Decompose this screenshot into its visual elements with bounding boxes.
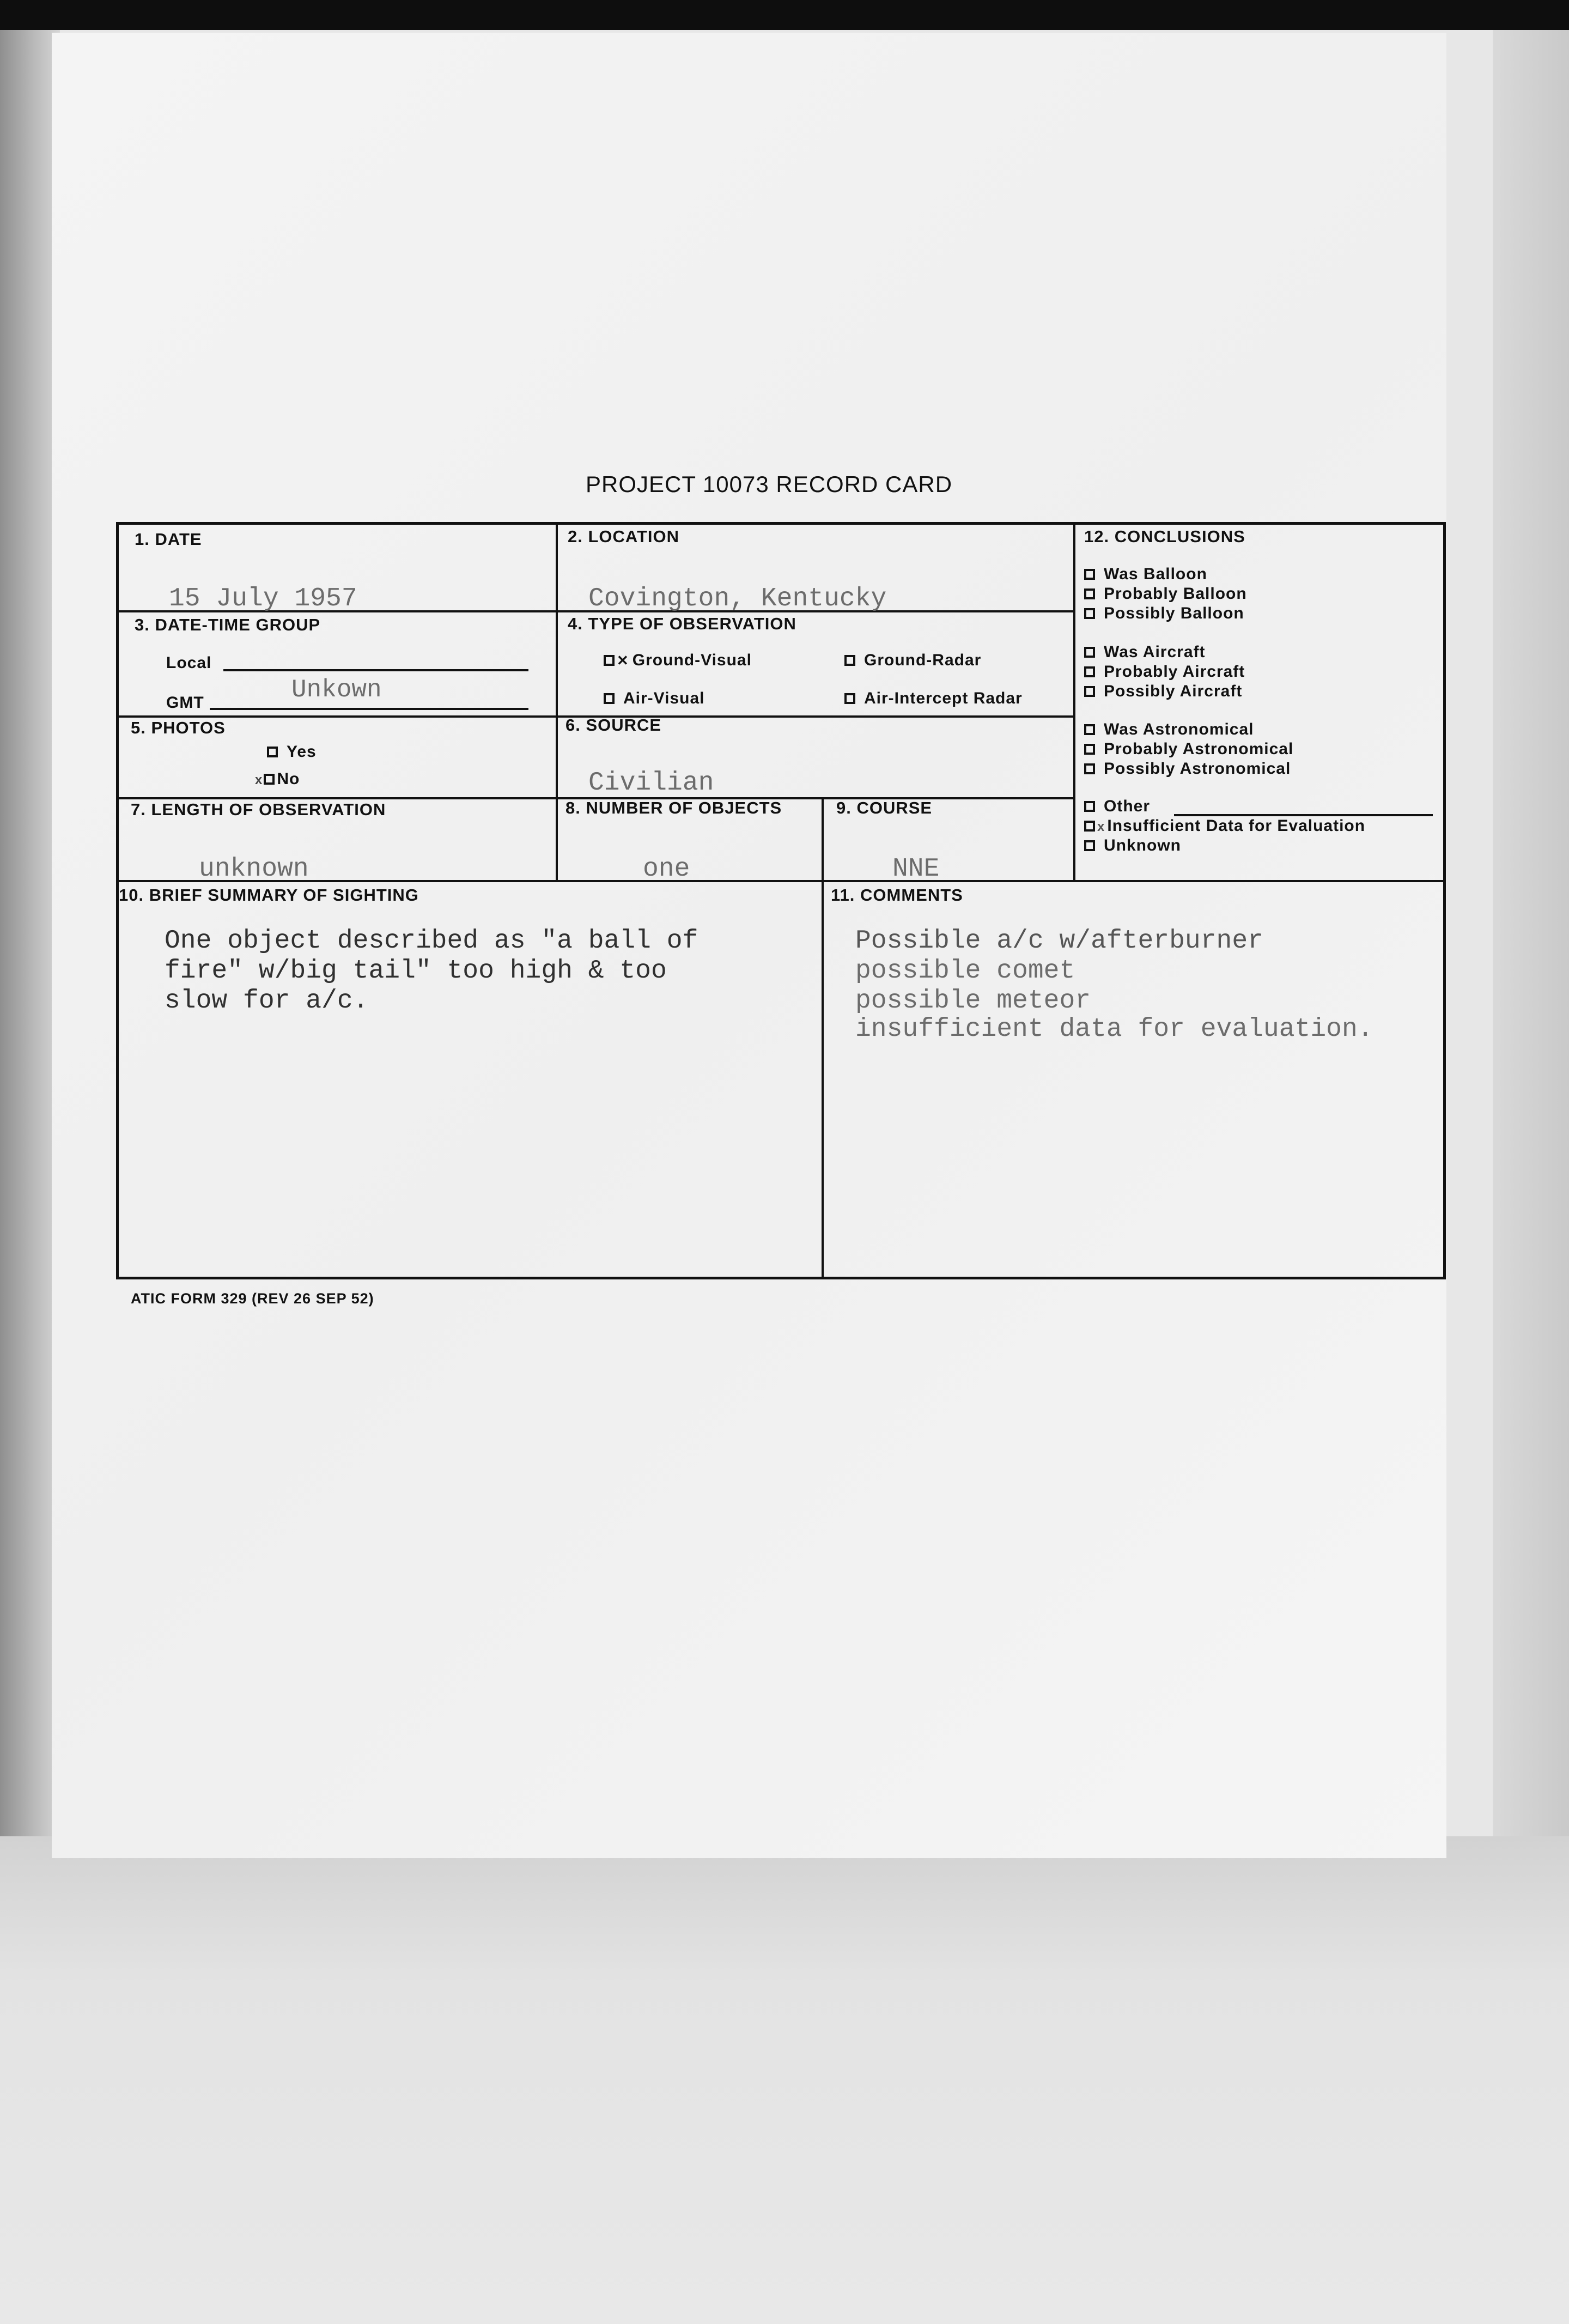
form-number: ATIC FORM 329 (REV 26 SEP 52): [131, 1290, 374, 1307]
number-of-objects-value: one: [643, 854, 690, 884]
air-visual-option: [604, 689, 705, 708]
checkbox-checked-icon: [264, 774, 275, 785]
conclusion-item: Probably Balloon: [1084, 585, 1247, 603]
conclusion-item: Probably Aircraft: [1084, 663, 1245, 681]
air-visual-label: Air-Visual: [623, 689, 705, 707]
card-title: PROJECT 10073 RECORD CARD: [586, 471, 953, 497]
checkbox-icon: [1084, 569, 1095, 580]
photos-label: 5. PHOTOS: [131, 718, 226, 737]
film-edge-top: [0, 0, 1569, 30]
air-intercept-label: Air-Intercept Radar: [864, 689, 1023, 707]
gmt-value: Unkown: [291, 676, 382, 704]
checkbox-icon: [1084, 744, 1095, 755]
checkbox-icon: [1084, 763, 1095, 774]
conclusion-item: Possibly Balloon: [1084, 604, 1244, 623]
gmt-label: GMT: [166, 694, 204, 712]
film-shadow-right: [1493, 30, 1569, 1894]
photos-no-option: x No: [255, 770, 300, 788]
source-label: 6. SOURCE: [565, 715, 662, 735]
film-shadow-left: [0, 30, 60, 1839]
summary-label: 10. BRIEF SUMMARY OF SIGHTING: [119, 885, 419, 905]
checkbox-icon: [844, 655, 855, 666]
dtg-label: 3. DATE-TIME GROUP: [135, 615, 321, 634]
checkbox-icon: [1084, 686, 1095, 697]
air-intercept-option: [844, 689, 1023, 708]
checkbox-icon: [1084, 724, 1095, 735]
divider: [822, 798, 824, 1278]
comments-label: 11. COMMENTS: [831, 885, 963, 905]
checkbox-icon: [1084, 666, 1095, 677]
conclusion-item: Other: [1084, 797, 1150, 816]
local-label: Local: [166, 654, 212, 672]
divider: [1073, 522, 1075, 882]
ground-visual-option: ✕ Ground-Visual: [604, 651, 752, 670]
ground-visual-label: Ground-Visual: [632, 651, 752, 669]
conclusion-item: Was Aircraft: [1084, 643, 1206, 662]
other-underline: [1174, 814, 1433, 816]
gmt-underline: [210, 708, 528, 710]
conclusion-item: Possibly Astronomical: [1084, 760, 1291, 778]
source-value: Civilian: [588, 768, 714, 798]
conclusion-item-checked: x Insufficient Data for Evaluation: [1084, 817, 1365, 835]
comments-line: Possible a/c w/afterburner: [855, 926, 1263, 956]
location-value: Covington, Kentucky: [588, 584, 887, 614]
photos-yes-label: Yes: [287, 743, 317, 761]
comments-line: possible comet: [855, 956, 1075, 986]
divider: [556, 522, 558, 882]
conclusion-item: Was Balloon: [1084, 565, 1207, 584]
checkbox-icon: [844, 693, 855, 704]
comments-line: insufficient data for evaluation.: [855, 1015, 1373, 1044]
course-label: 9. COURSE: [836, 798, 933, 817]
summary-line: One object described as "a ball of: [165, 926, 698, 956]
ground-radar-label: Ground-Radar: [864, 651, 982, 669]
checkbox-icon: [1084, 588, 1095, 599]
length-value: unknown: [199, 854, 309, 884]
course-value: NNE: [892, 854, 940, 884]
checkbox-checked-icon: [1084, 821, 1095, 832]
checkbox-icon: [1084, 608, 1095, 619]
type-of-observation-label: 4. TYPE OF OBSERVATION: [568, 614, 796, 633]
photos-yes-option: [267, 743, 317, 761]
checkbox-icon: [1084, 840, 1095, 851]
location-label: 2. LOCATION: [568, 527, 680, 546]
conclusion-item: Was Astronomical: [1084, 720, 1254, 739]
checkbox-icon: [267, 747, 278, 757]
local-underline: [223, 669, 528, 671]
date-label: 1. DATE: [135, 530, 202, 549]
conclusion-item: Unknown: [1084, 836, 1181, 855]
date-value: 15 July 1957: [169, 584, 357, 614]
length-label: 7. LENGTH OF OBSERVATION: [131, 800, 386, 819]
comments-line: possible meteor: [855, 986, 1091, 1016]
checkbox-icon: [604, 693, 615, 704]
conclusions-label: 12. CONCLUSIONS: [1084, 527, 1245, 546]
divider: [116, 880, 1446, 882]
photos-no-label: No: [277, 770, 300, 788]
summary-line: slow for a/c.: [165, 986, 369, 1016]
checkbox-icon: [1084, 801, 1095, 812]
conclusion-item: Probably Astronomical: [1084, 740, 1293, 759]
film-bottom-area: [0, 1836, 1569, 2324]
summary-line: fire" w/big tail" too high & too: [165, 956, 667, 986]
conclusion-item: Possibly Aircraft: [1084, 682, 1242, 701]
number-of-objects-label: 8. NUMBER OF OBJECTS: [565, 798, 782, 817]
ground-radar-option: [844, 651, 981, 670]
checkbox-icon: [1084, 647, 1095, 658]
checkbox-checked-icon: [604, 655, 615, 666]
